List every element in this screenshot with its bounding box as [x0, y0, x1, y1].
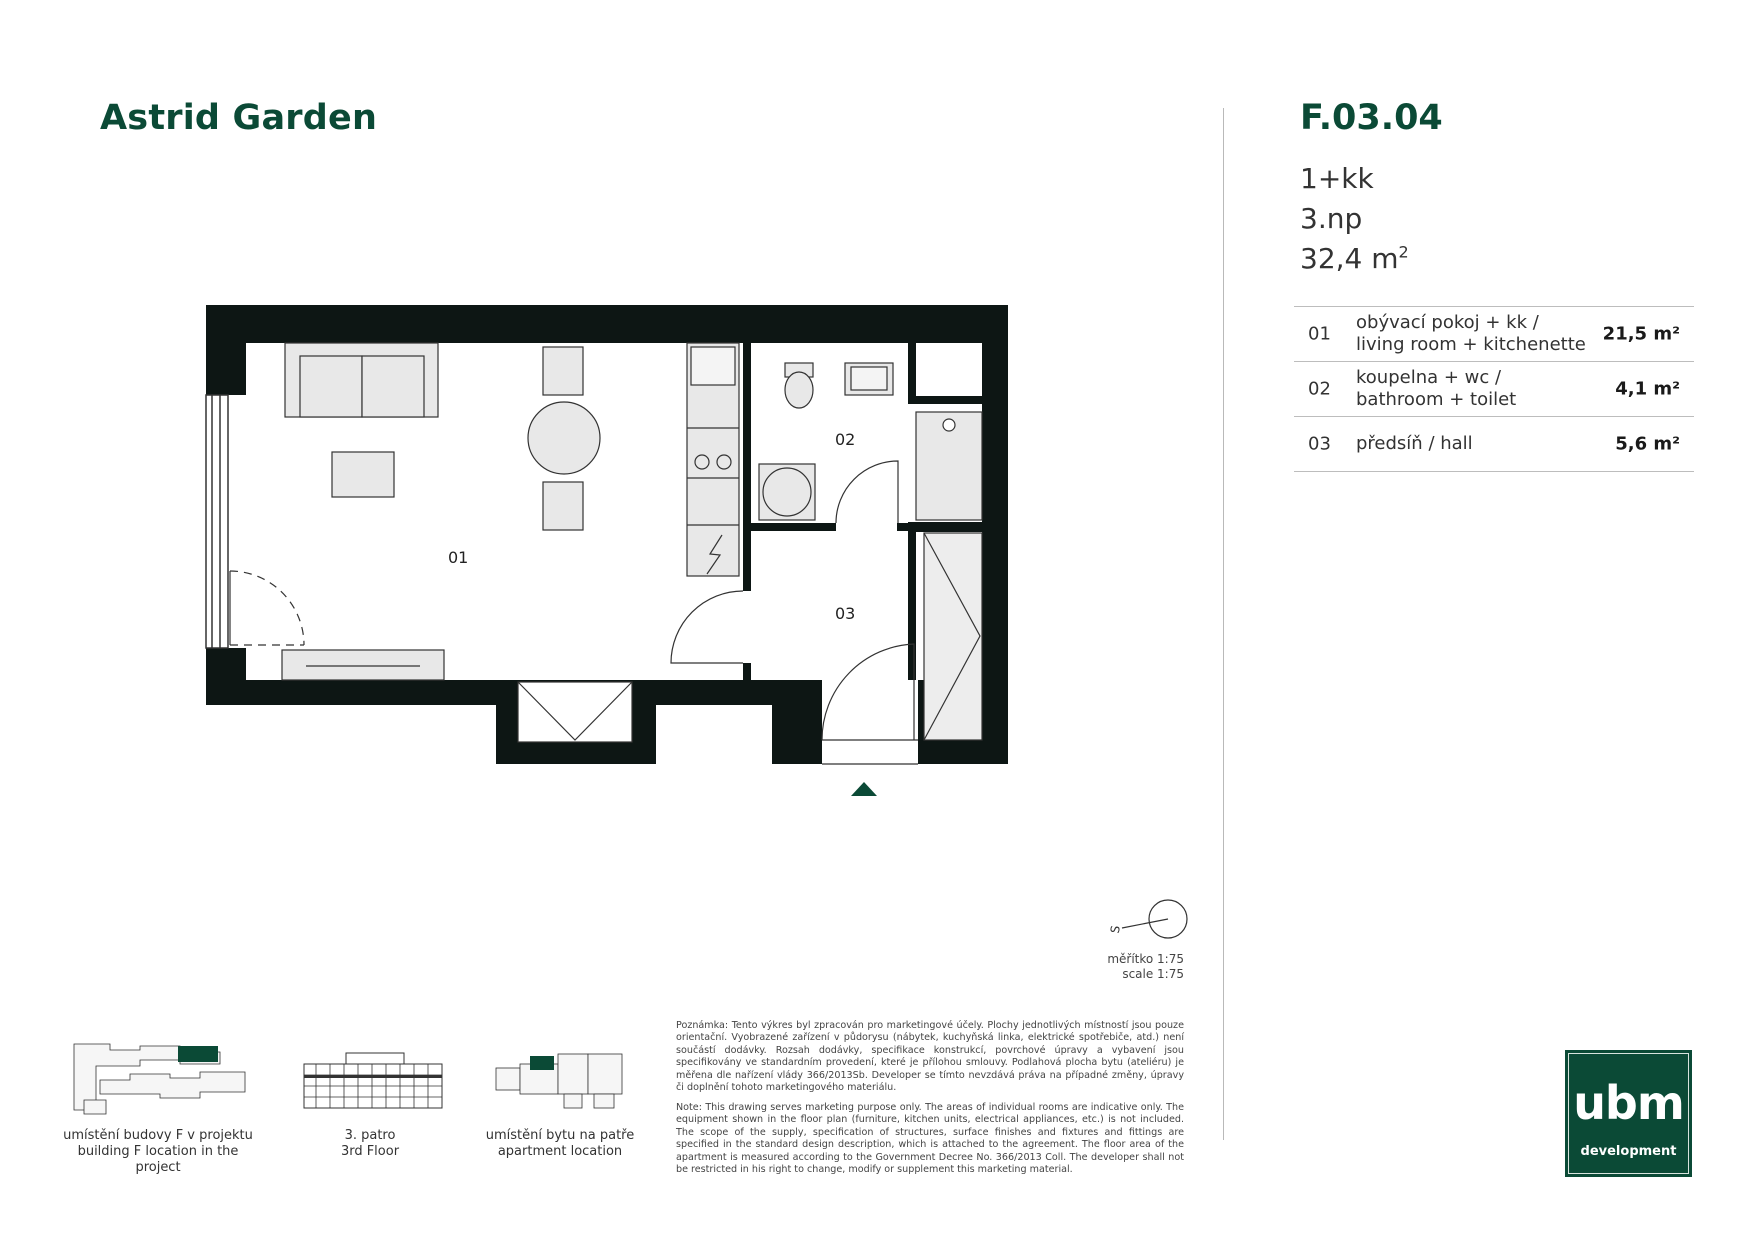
room-number: 01 [1308, 323, 1331, 345]
thumb-caption-line: apartment location [497, 1144, 623, 1159]
thumb-caption-line: building F location in the project [77, 1144, 239, 1175]
room-area: 21,5 m² [1602, 323, 1680, 345]
room-name-cz: koupelna + wc / [1356, 367, 1502, 388]
thumb-caption-line: 3. patro [344, 1128, 396, 1143]
note-cz: Poznámka: Tento výkres byl zpracován pro marketingové účely. Plochy jednotlivých místností jsou pouze orientační. Vyobrazené zařízení v půdorysu (nábytek, kuchyňská linka, elektrické spotřebiče, atd.) není součástí dodávky. Rozsah dodávky, specifikace konstrukcí, povrchové úpravy a vybavení jsou specifikovány ve standardním provedení, které je přílohou smlouvy. Podlahová plocha bytu (ateliéru) je měřena dle nařízení vlády 366/2013Sb. Developer se tímto nevzdává práva na případné změny, úpravy či doplnění tohoto marketingového materiálu. [676, 1020, 1184, 1094]
plan-label-room-01: 01 [448, 548, 469, 567]
toilet [785, 363, 813, 408]
room-number: 02 [1308, 378, 1331, 400]
logo-word: ubm [1573, 1076, 1684, 1130]
plan-label-room-02: 02 [835, 430, 856, 449]
apartment-location-thumbnail [494, 1050, 626, 1112]
dining-set [528, 347, 600, 530]
tv-unit [282, 650, 444, 680]
thumb-caption-floor [300, 1128, 440, 1160]
unit-code: F.03.04 [1300, 98, 1443, 138]
thumb-caption-site [58, 1128, 258, 1176]
thumb-caption-line: umístění bytu na patře [485, 1128, 635, 1143]
compass-letter: S [1107, 924, 1123, 935]
building-thumbnail [302, 1050, 444, 1110]
scale-en: scale 1:75 [1122, 967, 1184, 981]
plan-label-room-03: 03 [835, 604, 856, 623]
kitchen-counter [687, 343, 739, 576]
site-thumbnail [70, 1040, 250, 1118]
door-swing-hall [671, 591, 743, 663]
room-name-cz: předsíň / hall [1356, 433, 1473, 454]
entrance-arrow-icon [851, 782, 877, 796]
room-name-en: bathroom + toilet [1356, 389, 1517, 410]
unit-floor: 3.np [1300, 202, 1363, 235]
storage-upper [916, 412, 982, 520]
door-swing-left [230, 571, 304, 645]
washbasin [845, 363, 893, 395]
thumb-caption-apartment [480, 1128, 640, 1160]
thumb-caption-line: 3rd Floor [340, 1144, 400, 1159]
thumb-caption-line: umístění budovy F v projektu [63, 1128, 253, 1143]
room-name-en: living room + kitchenette [1356, 334, 1586, 355]
unit-area-value: 32,4 m [1300, 242, 1399, 275]
room-number: 03 [1308, 433, 1331, 455]
project-title: Astrid Garden [100, 98, 378, 138]
washing-machine [759, 464, 815, 520]
note-en: Note: This drawing serves marketing purpose only. The areas of individual rooms are indicative only. The equipment shown in the floor plan (furniture, kitchen units, electrical appliances, etc.) is not included. The scope of the supply, specification of structures, surface finishes and fixtures and fittings are specified in the standard design description, which is attached to the agreement. The floor area of the apartment is measured according to the Government Decree No. 366/2013 Coll. The developer shall not be restricted in his right to change, modify or supplement this marketing material. [676, 1102, 1184, 1176]
left-window [206, 395, 228, 648]
unit-area-sup: 2 [1398, 242, 1409, 262]
compass-icon [1100, 895, 1192, 955]
unit-type: 1+kk [1300, 162, 1374, 195]
room-name-cz: obývací pokoj + kk / [1356, 312, 1539, 333]
coffee-table [332, 452, 394, 497]
room-area: 4,1 m² [1615, 378, 1680, 400]
room-area: 5,6 m² [1615, 433, 1680, 455]
wardrobe [924, 533, 982, 740]
sofa [285, 343, 438, 417]
scale-cz: měřítko 1:75 [1107, 952, 1184, 966]
door-swing-bathroom [836, 461, 898, 523]
ubm-logo [1565, 1050, 1692, 1177]
logo-subtitle: development [1580, 1144, 1677, 1159]
